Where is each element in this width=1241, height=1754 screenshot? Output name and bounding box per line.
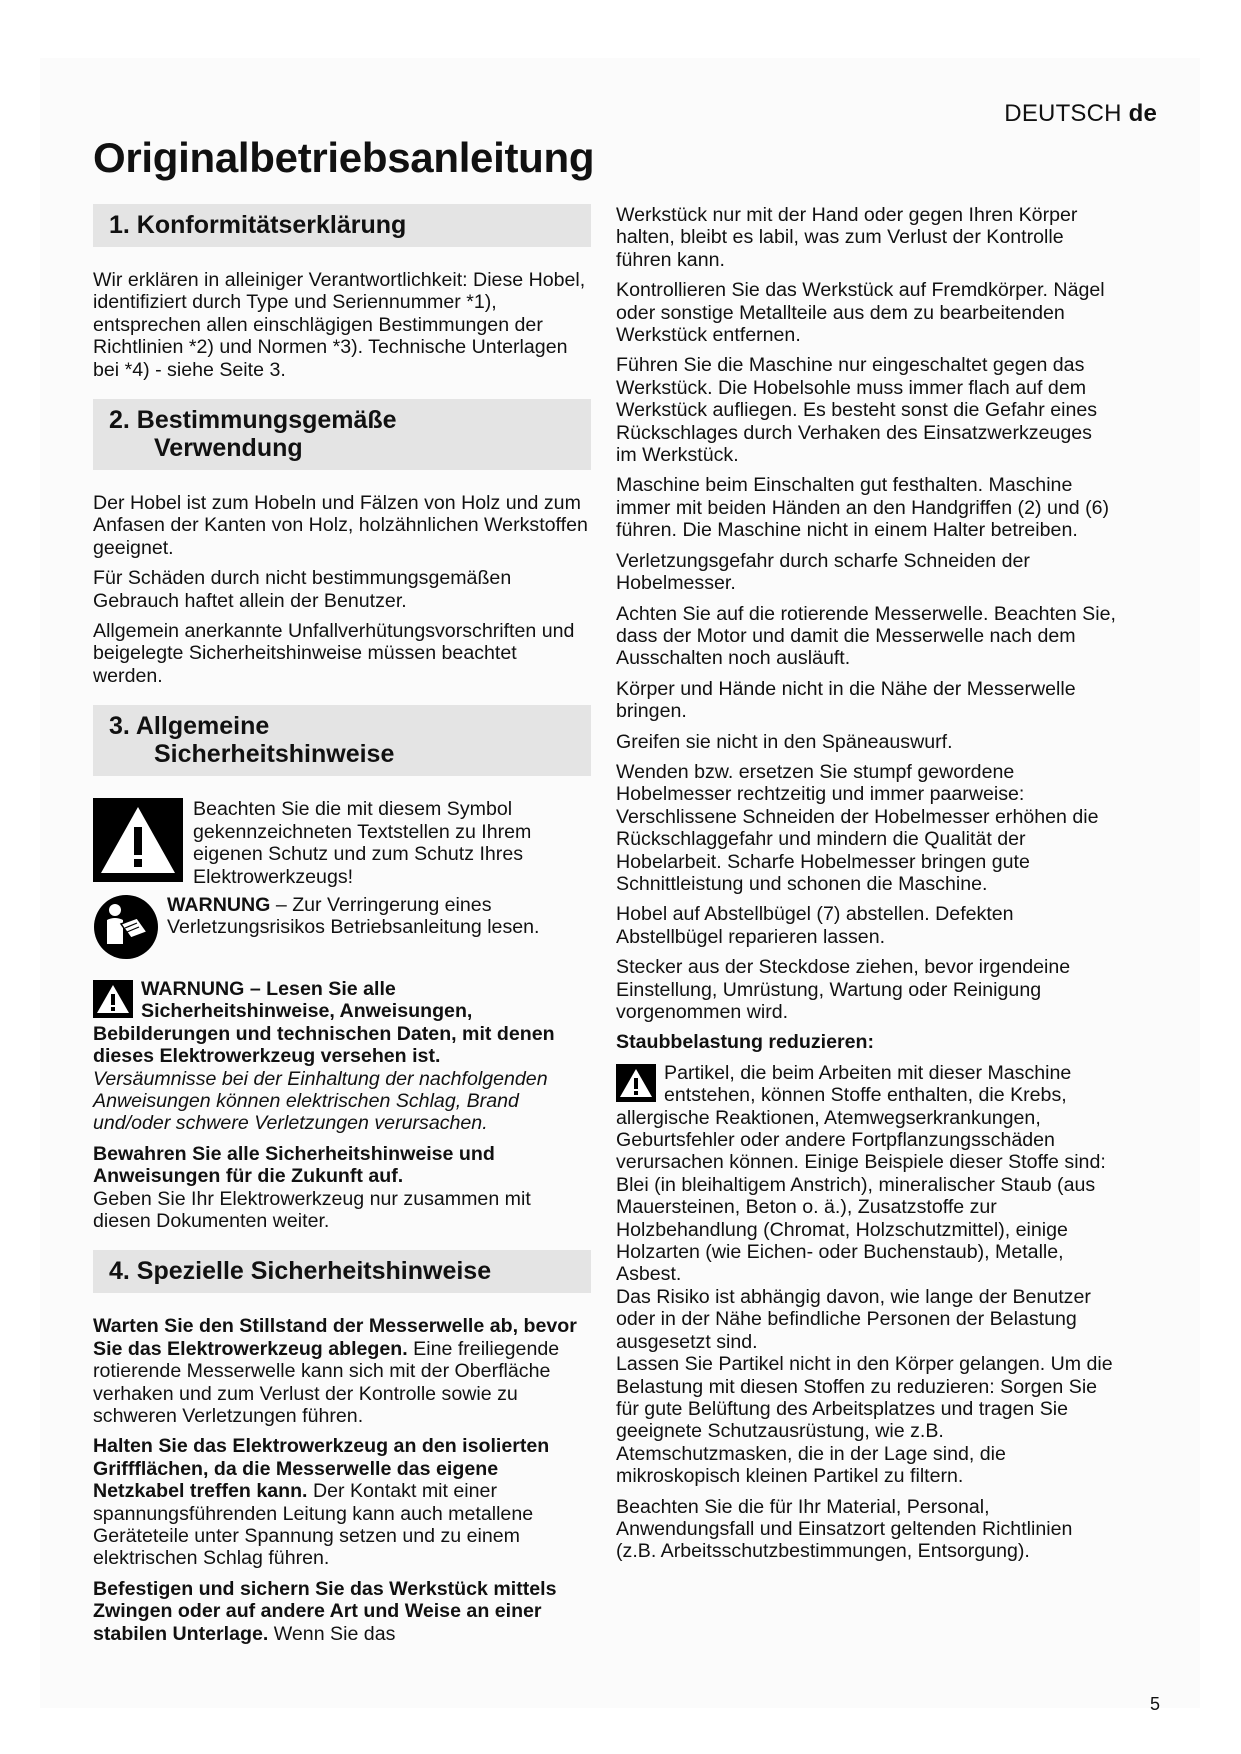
dust-warning-icon [616, 1064, 656, 1102]
language-name: DEUTSCH [1004, 100, 1122, 127]
section-4-p2-text: Der Kontakt mit einer spannungsführenden Leitung kann auch metallene Geräteteile unter Spannung setzen und zu einem elektrischen Schlag führen. [93, 1480, 534, 1570]
section-4-heading [93, 1250, 591, 1293]
right-p7: Körper und Hände nicht in die Nähe der Messerwelle bringen. [616, 677, 1076, 723]
small-warning-icon [93, 980, 133, 1018]
section-2-p1: Der Hobel ist zum Hobeln und Fälzen von Holz und zum Anfasen der Kanten von Holz, holzähnlichen Werkstoffen geeignet. [93, 492, 588, 559]
manual-warning-text: – Zur Verringerung eines Verletzungsrisikos Betriebsanleitung lesen. [167, 893, 540, 939]
keep-instructions-text: Geben Sie Ihr Elektrowerkzeug nur zusammen mit diesen Dokumenten weiter. [93, 1187, 531, 1232]
section-2-heading-line2: Verwendung [154, 434, 303, 463]
keep-instructions [93, 1143, 591, 1233]
section-2-heading [93, 399, 591, 470]
manual-warning-label: WARNUNG [167, 893, 271, 916]
right-column [616, 204, 1116, 1571]
manual-note-text [167, 894, 591, 960]
dust-warning [616, 1062, 1116, 1286]
warning-symbol-note [93, 798, 591, 888]
dust-heading: Staubbelastung reduzieren: [616, 1031, 875, 1054]
right-p11: Stecker aus der Steckdose ziehen, bevor irgendeine Einstellung, Umrüstung, Wartung oder Reinigung vorgenommen wird. [616, 956, 1071, 1023]
section-3-heading-line1: 3. Allgemeine [109, 712, 270, 741]
section-2-p2: Für Schäden durch nicht bestimmungsgemäßen Gebrauch haftet allein der Benutzer. [93, 567, 512, 612]
section-3-heading-line2: Sicherheitshinweise [154, 740, 395, 769]
left-column [93, 204, 591, 1653]
right-p4: Maschine beim Einschalten gut festhalten. Maschine immer mit beiden Händen an den Handgriffen (2) und (6) führen. Die Maschine nicht in einem Halter betreiben. [616, 474, 1110, 542]
page-title: Originalbetriebsanleitung [93, 134, 595, 181]
general-warning [93, 978, 591, 1135]
general-warning-bold: WARNUNG – Lesen Sie alle Sicherheitshinweise, Anweisungen, Bebilderungen und technischen Daten, mit denen dieses Elektrowerkzeug versehen ist. [93, 977, 555, 1068]
warning-symbol-text: Beachten Sie die mit diesem Symbol gekennzeichneten Textstellen zu Ihrem eigenen Schutz und zum Schutz Ihres Elektrowerkzeugs! [193, 798, 532, 888]
section-1-heading-text: 1. Konformitätserklärung [109, 211, 407, 239]
right-p9: Wenden bzw. ersetzen Sie stumpf gewordene Hobelmesser rechtzeitig und immer paarweise: Verschlissene Schneiden der Hobelmesser erhöhen die Rückschlaggefahr und mindern die Qualität der Hobelarbeit. Scharfe Hobelmesser bringen gute Schnittleistung und schonen die Maschine. [616, 760, 1099, 895]
section-4-p1-text: Eine freiliegende rotierende Messerwelle kann sich mit der Oberfläche verhaken und zum Verlust der Kontrolle sowie zu schweren Verletzungen führen. [93, 1337, 560, 1427]
section-2-p3: Allgemein anerkannte Unfallverhütungsvorschriften und beigelegte Sicherheitshinweise müssen beachtet werden. [93, 620, 575, 687]
language-label [1004, 100, 1157, 128]
dust-final: Beachten Sie die für Ihr Material, Personal, Anwendungsfall und Einsatzort geltenden Richtlinien (z.B. Arbeitsschutzbestimmungen, Entsorgung). [616, 1495, 1073, 1563]
section-4-p1 [93, 1315, 591, 1427]
read-manual-icon [93, 894, 159, 960]
right-p3: Führen Sie die Maschine nur eingeschaltet gegen das Werkstück. Die Hobelsohle muss immer flach auf dem Werkstück aufliegen. Es besteht sonst die Gefahr eines Rückschlages durch Verhaken des Einsatzwerkzeuges im Werkstück. [616, 354, 1098, 467]
section-4-p3-text: Wenn Sie das [268, 1622, 396, 1645]
right-p2: Kontrollieren Sie das Werkstück auf Fremdkörper. Nägel oder sonstige Metallteile aus dem zu bearbeitenden Werkstück entfernen. [616, 279, 1105, 347]
right-p1: Werkstück nur mit der Hand oder gegen Ihren Körper halten, bleibt es labil, was zum Verlust der Kontrolle führen kann. [616, 204, 1078, 271]
section-1-text: Wir erklären in alleiniger Verantwortlichkeit: Diese Hobel, identifiziert durch Type und Seriennummer *1), entsprechen allen einschlägigen Bestimmungen der Richtlinien *2) und Normen *3). Technische Unterlagen bei *4) - siehe Seite 3. [93, 269, 586, 381]
right-p6: Achten Sie auf die rotierende Messerwelle. Beachten Sie, dass der Motor und damit die Messerwelle nach dem Ausschalten noch ausläuft. [616, 602, 1116, 670]
section-4-heading-text: 4. Spezielle Sicherheitshinweise [109, 1257, 492, 1286]
page-number: 5 [1149, 1694, 1160, 1714]
section-4-p3-bold: Befestigen und sichern Sie das Werkstück mittels Zwingen oder auf andere Art und Weise an einer stabilen Unterlage. [93, 1577, 557, 1645]
language-code: de [1128, 100, 1157, 127]
section-3-heading [93, 705, 591, 776]
section-4-p2 [93, 1435, 591, 1569]
right-p5: Verletzungsgefahr durch scharfe Schneiden der Hobelmesser. [616, 549, 1030, 595]
dust-risk: Das Risiko ist abhängig davon, wie lange der Benutzer oder in der Nähe befindliche Personen der Belastung ausgesetzt sind. [616, 1285, 1091, 1353]
right-p8: Greifen sie nicht in den Späneauswurf. [616, 730, 953, 753]
section-4-p3 [93, 1578, 591, 1645]
general-warning-italic: Versäumnisse bei der Einhaltung der nachfolgenden Anweisungen können elektrischen Schlag, Brand und/oder schwere Verletzungen verursachen. [93, 1067, 548, 1135]
manual-note [93, 894, 591, 960]
right-p10: Hobel auf Abstellbügel (7) abstellen. Defekten Abstellbügel reparieren lassen. [616, 903, 1014, 948]
dust-text: Partikel, die beim Arbeiten mit dieser Maschine entstehen, können Stoffe enthalten, die Krebs, allergische Reaktionen, Atemwegserkrankungen, Geburtsfehler oder andere Fortpflanzungsschäden verursachen können. Einige Beispiele dieser Stoffe sind: Blei (in bleihaltigem Anstrich), mineralischer Staub (aus Mauersteinen, Beton o. ä.), Zusatzstoffe zur Holzbehandlung (Chromat, Holzschutzmittel), einige Holzarten (wie Eichen- oder Buchenstaub), Metalle, Asbest. [616, 1061, 1106, 1286]
warning-triangle-icon [93, 798, 183, 882]
section-4-p1-bold: Warten Sie den Stillstand der Messerwelle ab, bevor Sie das Elektrowerkzeug ablegen. [93, 1315, 577, 1360]
section-4-p2-bold: Halten Sie das Elektrowerkzeug an den isolierten Griffflächen, da die Messerwelle das eigene Netzkabel treffen kann. [93, 1435, 550, 1503]
keep-instructions-bold: Bewahren Sie alle Sicherheitshinweise und Anweisungen für die Zukunft auf. [93, 1142, 495, 1188]
dust-protect: Lassen Sie Partikel nicht in den Körper gelangen. Um die Belastung mit diesen Stoffen zu reduzieren: Sorgen Sie für gute Belüftung des Arbeitsplatzes und tragen Sie geeignete Schutzausrüstung, wie z.B. Atemschutzmasken, die in der Lage sind, die mikroskopisch kleinen Partikel zu filtern. [616, 1353, 1113, 1488]
section-1-heading [93, 204, 591, 247]
section-2-heading-line1: 2. Bestimmungsgemäße [109, 406, 397, 435]
